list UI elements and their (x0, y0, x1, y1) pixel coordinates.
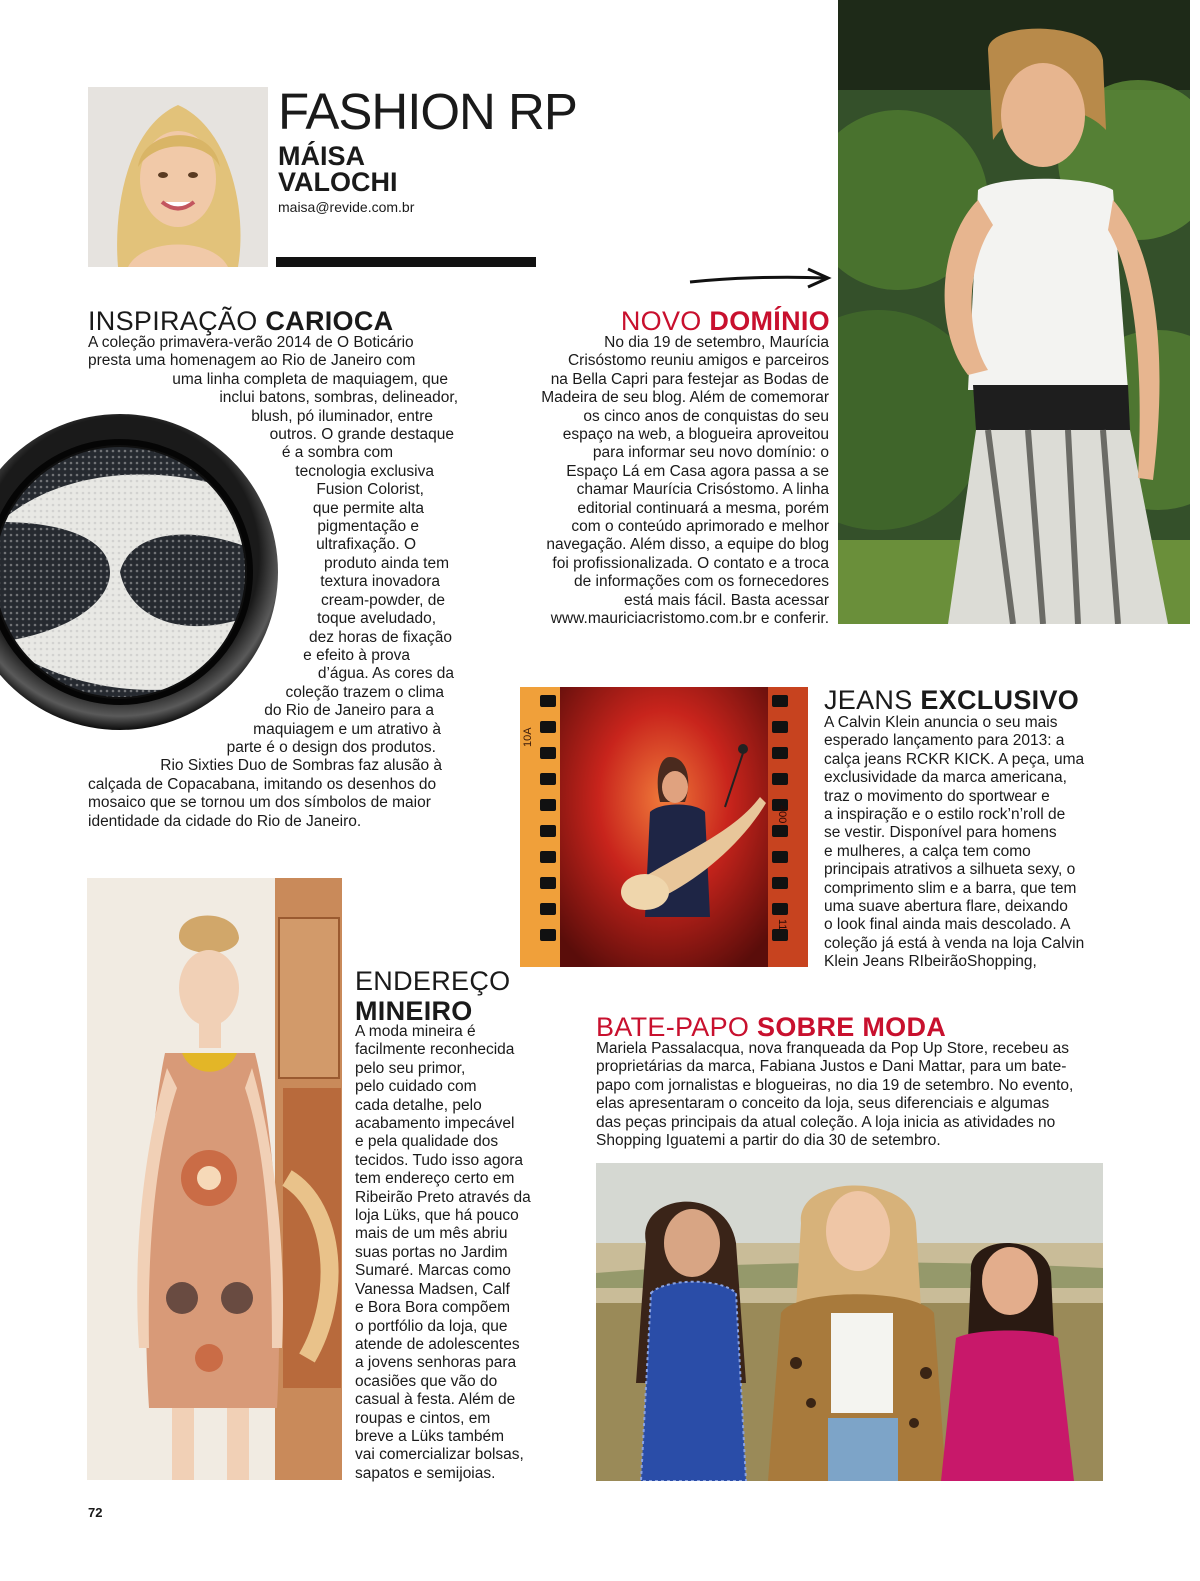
text-line: facilmente reconhecida (355, 1041, 515, 1059)
section-title-novo (520, 306, 830, 336)
text-line: espaço na web, a blogueira aproveitou (562, 426, 829, 444)
text-line: e mulheres, a calça tem como (824, 842, 1031, 860)
text-line: e Bora Bora compõem (355, 1299, 511, 1317)
text-line: Rio Sixties Duo de Sombras faz alusão à (160, 757, 442, 775)
text-line: d’água. As cores da (317, 665, 454, 683)
text-line: A coleção primavera-verão 2014 de O Boticário (88, 334, 414, 351)
text-line: Fusion Colorist, (316, 481, 424, 499)
author-first-name: MÁISA (278, 141, 365, 171)
section-title-batepapo (596, 1012, 1106, 1042)
page-number: 72 (88, 1505, 103, 1520)
text-line: cada detalhe, pelo (355, 1096, 482, 1114)
novo-text (490, 334, 829, 629)
text-line: e efeito à prova (303, 646, 410, 664)
photo-batepapo-group (596, 1163, 1103, 1481)
text-line: produto ainda tem (324, 554, 449, 572)
text-line: casual à festa. Além de (355, 1391, 516, 1409)
eyeshadow-compact (0, 412, 280, 732)
title-light: INSPIRAÇÃO (88, 306, 266, 336)
text-line: com o conteúdo aprimorado e melhor (571, 518, 829, 536)
text-line: Klein Jeans RIbeirãoShopping, (824, 953, 1037, 971)
text-line: cream-powder, de (320, 591, 445, 609)
title-bold: CARIOCA (265, 306, 394, 336)
text-line: foi profissionalizada. O contato e a troca (552, 554, 829, 572)
text-line: Ribeirão Preto através da (355, 1188, 531, 1206)
author-last-name: VALOCHI (278, 167, 398, 197)
section-jeans (824, 685, 1124, 715)
text-line: presta uma homenagem ao Rio de Janeiro com (88, 352, 416, 370)
text-line: na Bella Capri para festejar as Bodas de (550, 370, 829, 388)
text-line: vai comercializar bolsas, (355, 1446, 524, 1464)
text-line: inclui batons, sombras, delineador, (219, 389, 458, 407)
section-novo-dominio (520, 306, 830, 336)
text-line: Vanessa Madsen, Calf (355, 1280, 510, 1298)
text-line: das peças principais da atual coleção. A loja inicia as atividades no (596, 1113, 1056, 1131)
text-line: No dia 19 de setembro, Maurícia (604, 334, 829, 351)
text-line: coleção trazem o clima (285, 683, 444, 701)
section-inspiracao (88, 306, 458, 336)
title-bold: MINEIRO (355, 996, 473, 1026)
text-line: calça jeans RCKR KICK. A peça, uma (824, 750, 1085, 768)
text-line: Mariela Passalacqua, nova franqueada da Pop Up Store, recebeu as (596, 1040, 1070, 1057)
text-line: papo com jornalistas e blogueiras, no dia 19 de setembro. No evento, (596, 1076, 1074, 1094)
title-light: ENDEREÇO (355, 966, 511, 996)
photo-mauricia-crisostomo (838, 0, 1190, 624)
column-title: FASHION RP (278, 83, 577, 140)
text-line: navegação. Além disso, a equipe do blog (546, 536, 829, 554)
film-label-top: 10A (522, 727, 534, 747)
text-line: Espaço Lá em Casa agora passa a se (566, 462, 829, 480)
text-line: elas apresentaram o conceito da loja, seus diferenciais e algumas (596, 1095, 1050, 1113)
text-line: outros. O grande destaque (269, 426, 454, 444)
text-line: exclusividade da marca americana, (824, 769, 1067, 787)
text-line: mosaico que se tornou um dos símbolos de maior (88, 794, 431, 812)
text-line: uma linha completa de maquiagem, que (172, 370, 448, 388)
section-title-endereco (355, 966, 555, 1026)
text-line: A moda mineira é (355, 1023, 476, 1040)
arrow-right-icon (688, 266, 833, 290)
photo-endereco-model (87, 878, 342, 1480)
text-line: ocasiões que vão do (355, 1372, 498, 1390)
jeans-text (824, 714, 1124, 972)
text-line: de informações com os fornecedores (573, 573, 829, 591)
text-line: Crisóstomo reuniu amigos e parceiros (567, 352, 829, 370)
text-line: chamar Maurícia Crisóstomo. A linha (576, 481, 829, 499)
text-line: a jovens senhoras para (355, 1354, 517, 1372)
text-line: A Calvin Klein anuncia o seu mais (824, 714, 1058, 731)
title-bold: EXCLUSIVO (920, 685, 1080, 715)
text-line: suas portas no Jardim (355, 1243, 508, 1261)
title-bold: SOBRE MODA (757, 1012, 947, 1042)
text-line: comprimento slim e a barra, que tem (824, 879, 1077, 897)
text-line: os cinco anos de conquistas do seu (583, 407, 829, 425)
text-line: mais de um mês abriu (355, 1225, 508, 1243)
title-bold: DOMÍNIO (709, 306, 830, 336)
text-line: pelo cuidado com (355, 1078, 477, 1096)
text-line[interactable]: www.mauriciacristomo.com.br e conferir. (550, 610, 829, 628)
section-batepapo (596, 1012, 1106, 1042)
film-perforations-right (768, 687, 808, 967)
text-line: está mais fácil. Basta acessar (623, 591, 829, 609)
text-line: parte é o design dos produtos. (226, 738, 436, 756)
text-line: sapatos e semijoias. (355, 1464, 496, 1482)
text-line: é a sombra com (281, 444, 393, 462)
text-line: esperado lançamento para 2013: a (824, 732, 1065, 750)
endereco-text (355, 1023, 555, 1483)
text-line: blush, pó iluminador, entre (251, 407, 433, 425)
text-line: dez horas de fixação (308, 628, 452, 646)
title-light: JEANS (824, 685, 921, 715)
text-line: se vestir. Disponível para homens (824, 824, 1057, 842)
text-line: ultrafixação. O (316, 536, 416, 554)
text-line: do Rio de Janeiro para a (264, 702, 434, 720)
text-line: o portfólio da loja, que (355, 1317, 508, 1335)
text-line: principais atrativos a silhueta sexy, o (824, 861, 1076, 879)
photo-film-strip-guitarist (520, 687, 808, 967)
section-title-inspiracao (88, 306, 458, 336)
batepapo-text (596, 1040, 1106, 1150)
text-line: Madeira de seu blog. Além de comemorar (541, 389, 829, 407)
text-line: tecidos. Tudo isso agora (355, 1151, 524, 1169)
text-line: toque aveludado, (317, 610, 436, 628)
title-light: BATE-PAPO (596, 1012, 758, 1042)
text-line: proprietárias da marca, Fabiana Justos e Dani Mattar, para um bate- (596, 1058, 1067, 1076)
text-line: coleção já está à venda na loja Calvin (824, 934, 1085, 952)
text-line: acabamento impecável (355, 1115, 515, 1133)
section-title-jeans (824, 685, 1124, 715)
text-line: pigmentação e (317, 518, 419, 536)
title-light: NOVO (620, 306, 710, 336)
text-line: textura inovadora (320, 573, 440, 591)
text-line: atende de adolescentes (355, 1335, 520, 1353)
text-line: Sumaré. Marcas como (355, 1262, 511, 1280)
text-line: loja Lüks, que há pouco (355, 1207, 519, 1225)
film-label-bottom: 11 (776, 919, 788, 931)
header-rule (276, 257, 536, 267)
columnist-portrait (88, 87, 268, 267)
text-line: editorial continuará a mesma, porém (577, 499, 829, 517)
text-line: uma suave abertura flare, deixando (824, 898, 1068, 916)
text-line: a inspiração e o estilo rock’n’roll de (824, 806, 1066, 824)
text-line: o look final ainda mais descolado. A (824, 916, 1071, 934)
text-line: tem endereço certo em (355, 1170, 515, 1188)
text-line: pelo seu primor, (355, 1059, 466, 1077)
author-email[interactable]: maisa@revide.com.br (278, 199, 415, 215)
text-line: Shopping Iguatemi a partir do dia 30 de setembro. (596, 1132, 941, 1150)
text-line: traz o movimento do sportwear e (824, 787, 1050, 805)
text-line: breve a Lüks também (355, 1427, 505, 1445)
section-endereco (355, 966, 555, 1026)
film-label-side: 400 (776, 805, 788, 824)
text-line: e pela qualidade dos (355, 1133, 499, 1151)
text-line: identidade da cidade do Rio de Janeiro. (88, 812, 362, 830)
text-line: que permite alta (312, 499, 424, 517)
text-line: para informar seu novo domínio: o (592, 444, 829, 462)
text-line: roupas e cintos, em (355, 1409, 491, 1427)
text-line: tecnologia exclusiva (295, 462, 434, 480)
author-name (278, 143, 498, 195)
text-line: calçada de Copacabana, imitando os desenhos do (88, 775, 437, 793)
text-line: maquiagem e um atrativo à (253, 720, 441, 738)
